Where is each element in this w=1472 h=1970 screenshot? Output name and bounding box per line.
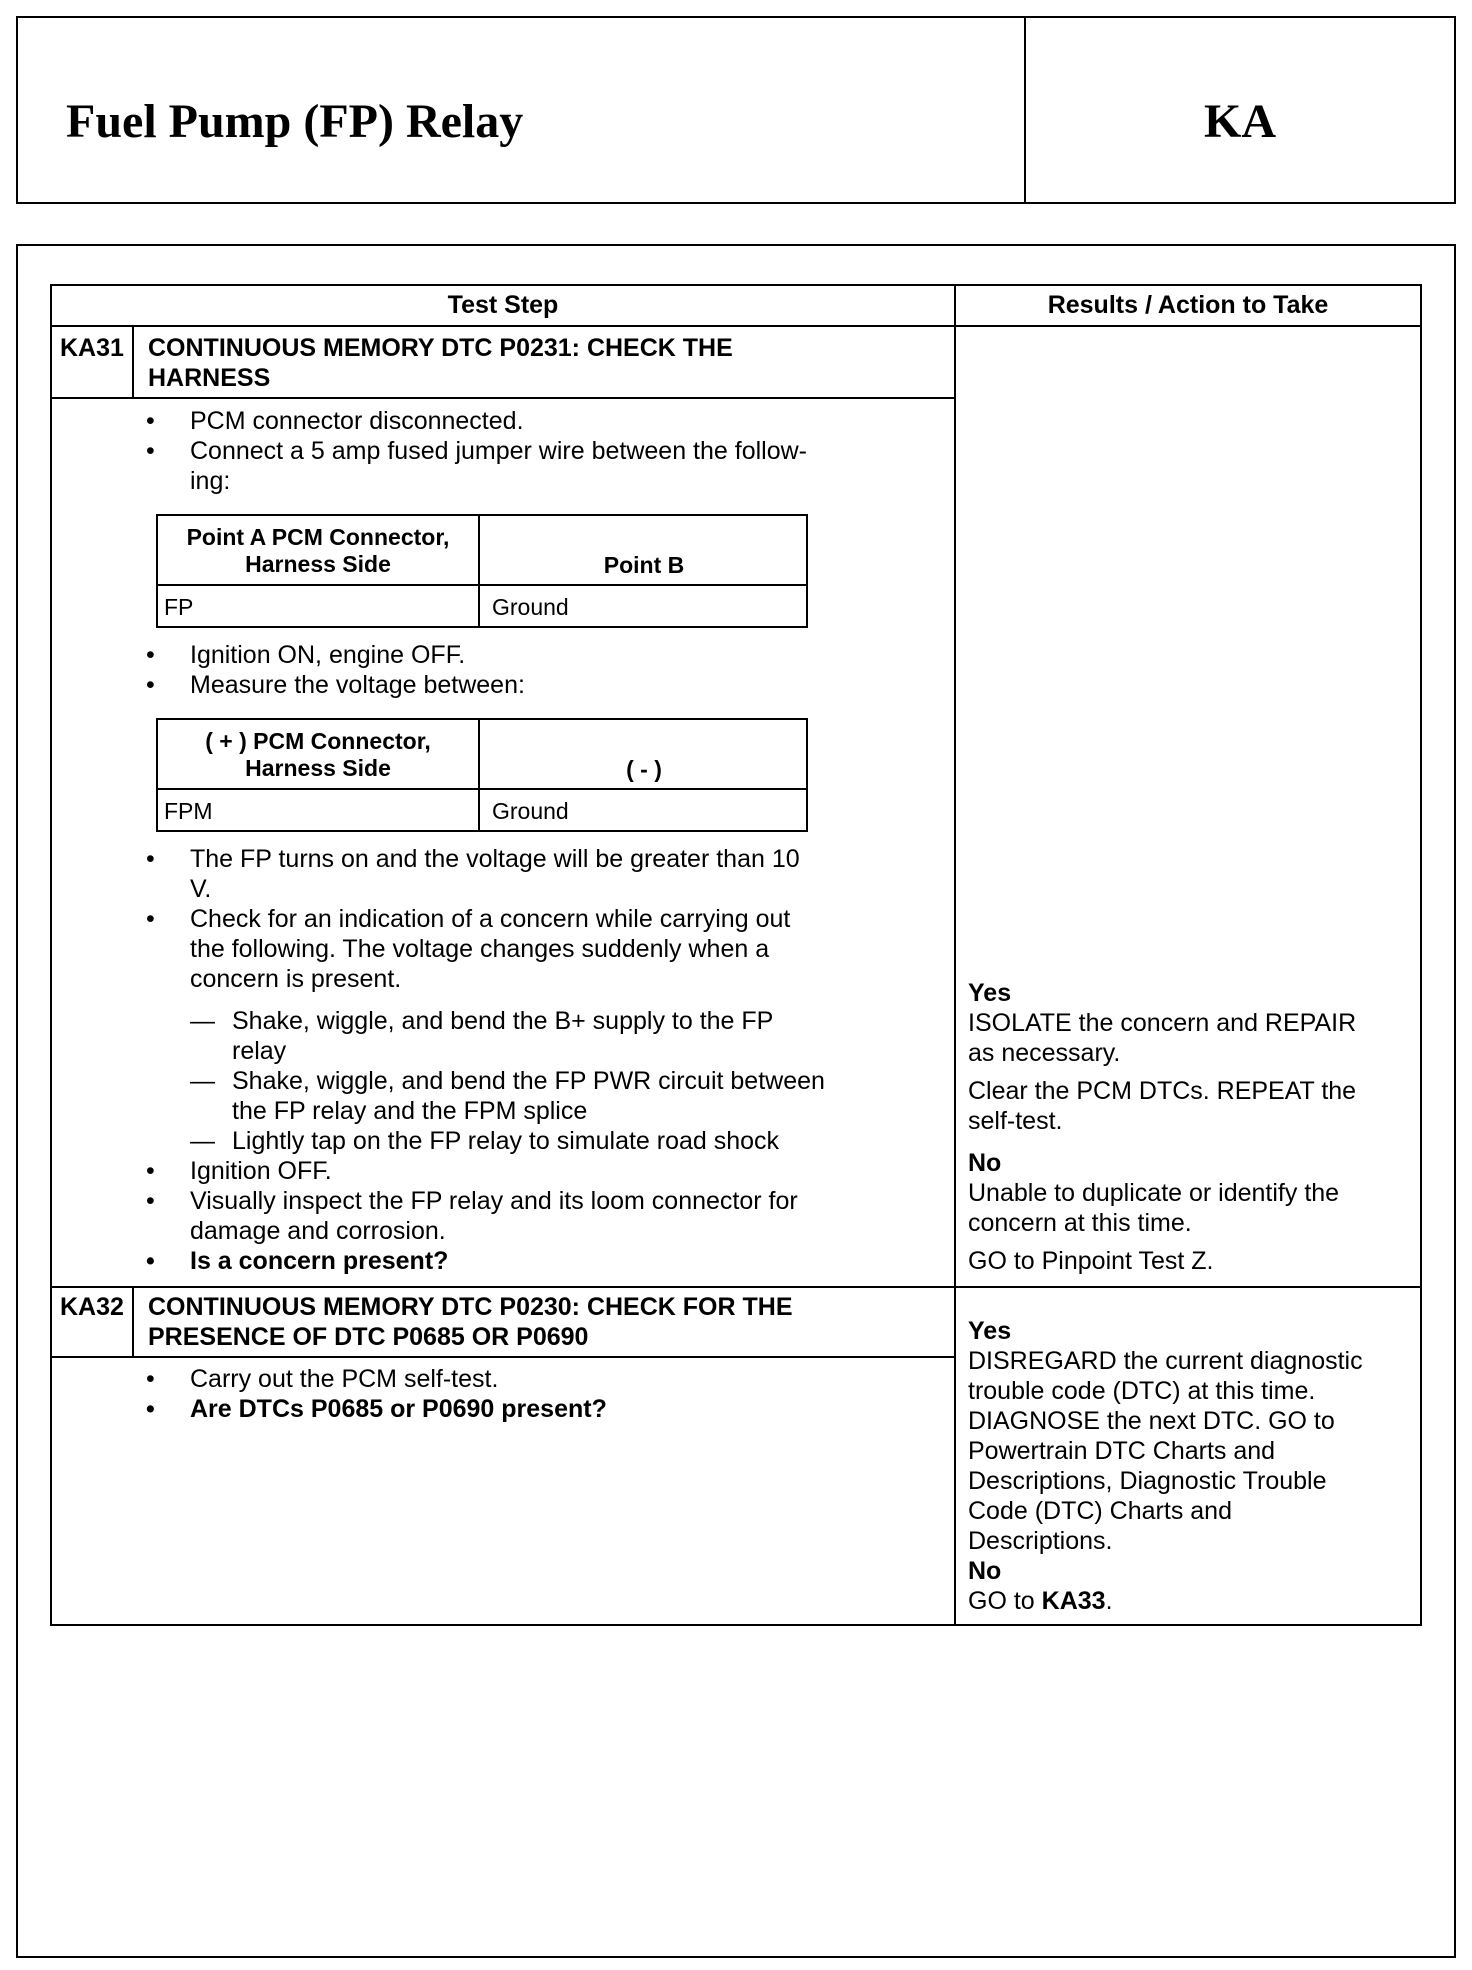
bullet: •: [146, 641, 155, 669]
result-yes-label: Yes: [968, 1317, 1012, 1345]
bullet: •: [146, 1157, 155, 1185]
instruction: Visually inspect the FP relay and its loom connector for: [190, 1187, 798, 1215]
sub-instruction: relay: [232, 1037, 287, 1065]
bullet: •: [146, 845, 155, 873]
sub-instruction: Shake, wiggle, and bend the FP PWR circuit between: [232, 1067, 825, 1095]
result-yes-label: Yes: [968, 979, 1012, 1007]
result-text: DISREGARD the current diagnostic: [968, 1347, 1363, 1375]
column-header-test-step: Test Step: [447, 291, 559, 319]
sub-instruction: the FP relay and the FPM splice: [232, 1097, 588, 1125]
jumper-table-header-a-line1: Point A PCM Connector,: [186, 524, 450, 550]
page-title: Fuel Pump (FP) Relay: [66, 95, 524, 148]
jumper-table: [156, 514, 808, 628]
step-title-ka31-line2: HARNESS: [148, 364, 271, 392]
bullet: •: [146, 671, 155, 699]
bullet: •: [146, 1247, 155, 1275]
result-text: Descriptions.: [968, 1527, 1113, 1555]
step-title-ka32-line2: PRESENCE OF DTC P0685 OR P0690: [148, 1323, 589, 1351]
dash: —: [190, 1127, 215, 1155]
goto-suffix: .: [1105, 1587, 1113, 1615]
instruction: PCM connector disconnected.: [190, 407, 524, 435]
result-text: as necessary.: [968, 1039, 1121, 1067]
step-id-ka31: KA31: [60, 334, 124, 362]
result-no-label: No: [968, 1149, 1002, 1177]
sub-instruction: Lightly tap on the FP relay to simulate road shock: [232, 1127, 780, 1155]
voltage-table: [156, 718, 808, 832]
voltage-table-header-neg: ( - ): [626, 756, 662, 782]
dash: —: [190, 1007, 215, 1035]
result-text: Unable to duplicate or identify the: [968, 1179, 1340, 1207]
result-text: DIAGNOSE the next DTC. GO to: [968, 1407, 1335, 1435]
instruction: Carry out the PCM self-test.: [190, 1365, 499, 1393]
bullet: •: [146, 1187, 155, 1215]
step-id-ka32: KA32: [60, 1293, 124, 1321]
instruction: the following. The voltage changes suddenly when a: [190, 935, 770, 963]
page-header: [16, 16, 1456, 204]
instruction: V.: [190, 875, 212, 903]
goto-prefix: GO to: [968, 1587, 1042, 1615]
instruction: concern is present.: [190, 965, 402, 993]
step-title-ka31-line1: CONTINUOUS MEMORY DTC P0231: CHECK THE: [148, 334, 733, 362]
result-text: Code (DTC) Charts and: [968, 1497, 1232, 1525]
result-no-label: No: [968, 1557, 1002, 1585]
instruction: Ignition OFF.: [190, 1157, 332, 1185]
voltage-table-cell-pos: FPM: [164, 798, 213, 824]
pinpoint-test-link[interactable]: GO to Pinpoint Test Z.: [968, 1247, 1214, 1275]
jumper-table-cell-a: FP: [164, 594, 194, 620]
voltage-table-header-pos-line2: Harness Side: [245, 755, 391, 781]
result-text: concern at this time.: [968, 1209, 1192, 1237]
sub-instruction: Shake, wiggle, and bend the B+ supply to the FP: [232, 1007, 774, 1035]
instruction: Ignition ON, engine OFF.: [190, 641, 466, 669]
dash: —: [190, 1067, 215, 1095]
bullet: •: [146, 407, 155, 435]
jumper-table-header-a-line2: Harness Side: [245, 551, 391, 577]
result-text: Descriptions, Diagnostic Trouble: [968, 1467, 1327, 1495]
ka33-link[interactable]: KA33: [1041, 1587, 1106, 1615]
instruction: ing:: [190, 467, 231, 495]
question: Are DTCs P0685 or P0690 present?: [190, 1395, 607, 1423]
instruction: damage and corrosion.: [190, 1217, 446, 1245]
column-header-results: Results / Action to Take: [1047, 291, 1329, 319]
result-text: ISOLATE the concern and REPAIR: [968, 1009, 1357, 1037]
instruction: Measure the voltage between:: [190, 671, 525, 699]
instruction: The FP turns on and the voltage will be greater than 10: [190, 845, 800, 873]
question: Is a concern present?: [190, 1247, 449, 1275]
voltage-table-cell-neg: Ground: [492, 798, 569, 824]
result-text: self-test.: [968, 1107, 1063, 1135]
jumper-table-header-b: Point B: [603, 552, 685, 578]
bullet: •: [146, 905, 155, 933]
step-title-ka32-line1: CONTINUOUS MEMORY DTC P0230: CHECK FOR THE: [148, 1293, 793, 1321]
goto-ka33-line: [968, 1586, 1113, 1616]
jumper-table-cell-b: Ground: [492, 594, 569, 620]
bullet: •: [146, 437, 155, 465]
voltage-table-header-pos-line1: ( + ) PCM Connector,: [205, 728, 431, 754]
result-text: Clear the PCM DTCs. REPEAT the: [968, 1077, 1357, 1105]
instruction: Connect a 5 amp fused jumper wire between the follow-: [190, 437, 807, 465]
section-code: KA: [1204, 95, 1276, 148]
result-text: trouble code (DTC) at this time.: [968, 1377, 1316, 1405]
bullet: •: [146, 1365, 155, 1393]
result-text: Powertrain DTC Charts and: [968, 1437, 1276, 1465]
instruction: Check for an indication of a concern while carrying out: [190, 905, 791, 933]
bullet: •: [146, 1395, 155, 1423]
